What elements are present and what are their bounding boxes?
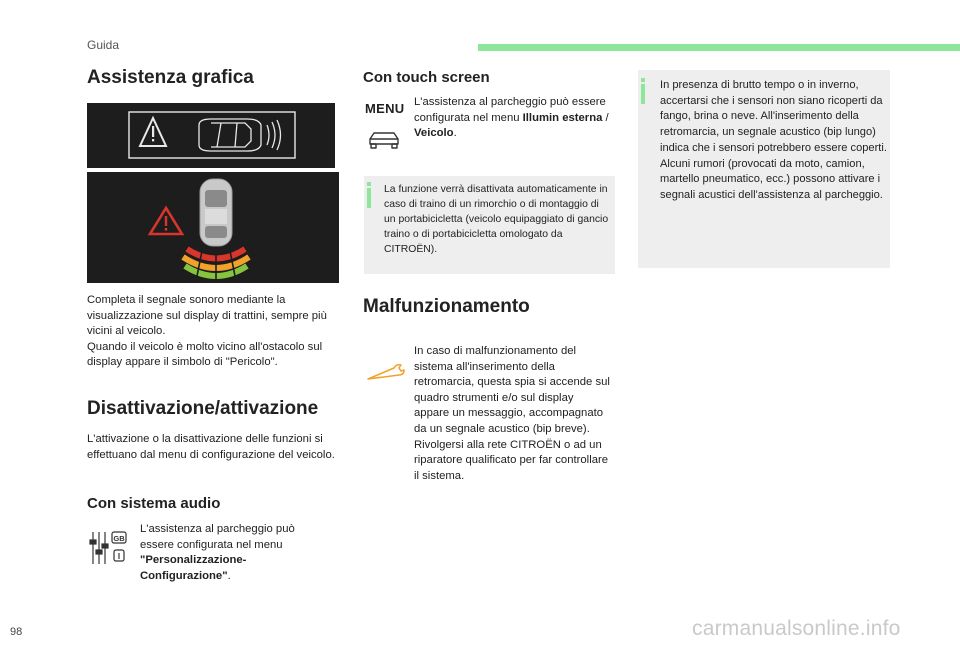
display-panel-dashboard [87, 103, 335, 168]
audio-text-part-2: . [227, 569, 231, 582]
info-box-traino-text: La funzione verrà disattivata automaticamente in caso di traino di un rimorchio o di montaggio di un portabicicletta (veicolo equipaggiato di gancio traino o di portabicicletta omologato da CITROËN). [384, 184, 609, 255]
audio-text [140, 522, 300, 584]
wrench-warning-icon [366, 362, 410, 382]
car-top-view-rear-icon [200, 179, 232, 246]
info-box-traino [364, 176, 615, 274]
section-title-malfunzionamento: Malfunzionamento [363, 296, 530, 317]
malfunzionamento-paragraph-1: In caso di malfunzionamento del sistema all'inserimento della retromarcia, questa spia si accende sul quadro strumenti e/o sul display appare un messaggio, accompagnato da un segnale acustico (bip breve). [414, 345, 610, 435]
malfunzionamento-text [414, 344, 610, 484]
display-panel-touchscreen [87, 172, 339, 283]
audio-icon-badge-2: I [117, 552, 121, 561]
audio-settings-icon [88, 530, 128, 566]
info-sensori-paragraph-2: Alcuni rumori (provocati da moto, camion, martello pneumatico, ecc.) possono attivare i segnali acustici dell'assistenza al parcheggio. [660, 157, 883, 201]
warning-triangle-icon [140, 118, 166, 146]
dashboard-parking-graphic [87, 103, 335, 168]
assistenza-paragraph-1: Completa il segnale sonoro mediante la visualizzazione sul display di trattini, sempre più vicini al veicolo. [87, 294, 327, 338]
info-sensori-paragraph-1: In presenza di brutto tempo o in inverno, accertarsi che i sensori non siano ricoperti da fango, brina o neve. All'inserimento della retromarcia, un segnale acustico (bip lungo) indica che i sensori potrebbero essere coperti. [660, 79, 887, 154]
touchscreen-parking-graphic [87, 172, 339, 283]
info-box-sensori [638, 70, 890, 268]
warning-triangle-red-icon [150, 208, 182, 234]
touch-text-part-2: . [453, 127, 457, 140]
vehicle-icon [367, 129, 401, 151]
malfunzionamento-paragraph-2: Rivolgersi alla rete CITROËN o ad un riparatore qualificato per far controllare il sistema. [414, 438, 609, 482]
sensor-zones-icon [183, 246, 249, 280]
subtitle-touch-screen: Con touch screen [363, 69, 490, 86]
info-icon [367, 188, 371, 208]
touch-text [414, 95, 614, 142]
car-top-view-icon [199, 119, 261, 151]
audio-text-part-1: L'assistenza al parcheggio può essere configurata nel menu [140, 523, 295, 551]
section-title-disattivazione: Disattivazione/attivazione [87, 398, 319, 419]
menu-button-icon: MENU [365, 101, 405, 116]
sensor-dashes-icon [267, 120, 281, 150]
info-box-sensori-text [660, 78, 888, 204]
header-accent-bar [478, 44, 960, 51]
info-icon [641, 84, 645, 104]
touch-menu-2: Veicolo [414, 127, 454, 140]
header-label: Guida [87, 38, 120, 52]
audio-icon-badge-1: GB [113, 534, 125, 543]
audio-menu-name: "Personalizzazione-Configurazione" [140, 554, 247, 582]
touch-text-part-1: L'assistenza al parcheggio può essere configurata nel menu [414, 96, 606, 124]
subtitle-audio: Con sistema audio [87, 495, 221, 512]
touch-menu-1: Illumin esterna [522, 111, 603, 124]
assistenza-text [87, 293, 343, 371]
watermark: carmanualsonline.info [692, 617, 901, 640]
touch-sep: / [602, 111, 609, 124]
page-title: Assistenza grafica [87, 67, 254, 88]
page-number: 98 [10, 626, 23, 638]
assistenza-paragraph-2: Quando il veicolo è molto vicino all'ostacolo sul display appare il simbolo di "Pericolo". [87, 340, 323, 369]
disattivazione-text: L'attivazione o la disattivazione delle funzioni si effettuano dal menu di configurazione del veicolo. [87, 433, 335, 461]
